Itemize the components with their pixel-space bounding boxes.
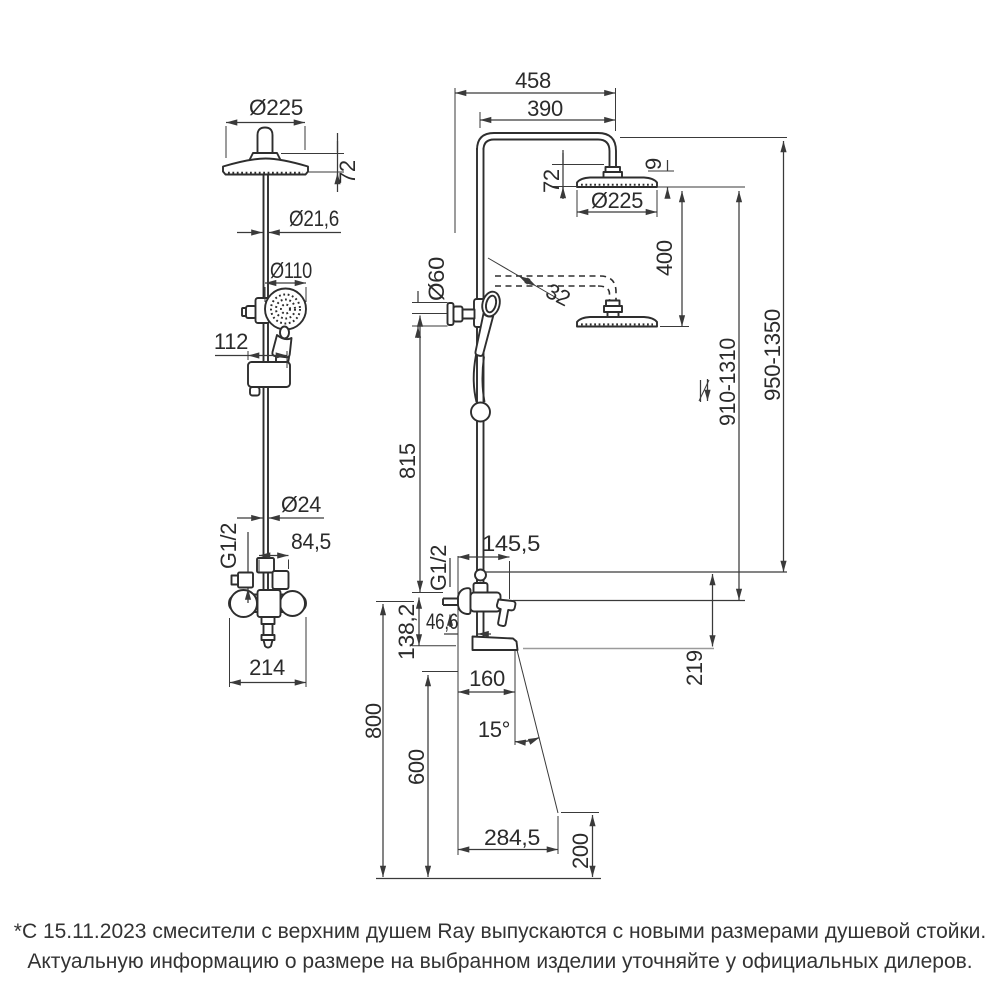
- diverter-top: [262, 617, 275, 624]
- hand-shower-button: [280, 327, 289, 339]
- dim-label-head-drop: 72: [539, 169, 564, 193]
- dim-label-handle-depth: 145,5: [482, 531, 541, 556]
- dim-label-mixer-width: 214: [249, 655, 285, 680]
- hose-ball-joint: [471, 403, 490, 422]
- dim-label-stream-drop: 200: [568, 833, 593, 869]
- dim-label-bracket-diameter: Ø60: [424, 260, 449, 301]
- dim-label-head-diameter-right: Ø225: [591, 188, 644, 213]
- diverter-stem: [264, 624, 273, 635]
- dim-label-mixer-height: 800: [361, 703, 386, 739]
- dim-label-inlet-offset-left: 84,5: [291, 529, 332, 554]
- footnote: [14, 920, 986, 973]
- diverter-tip: [264, 640, 273, 648]
- dim-label-stream-reach: 284,5: [484, 825, 541, 850]
- dim-label-head-position-travel: 400: [652, 240, 677, 276]
- spout: [473, 637, 518, 651]
- mixer-center-block: [258, 590, 281, 617]
- mixer-handle-side: [497, 600, 515, 626]
- right-view-side: [361, 68, 787, 879]
- right-view-dimensions: [361, 68, 785, 877]
- stream-angled-line: [517, 650, 558, 813]
- dim-label-head-diameter-left: Ø225: [249, 95, 304, 120]
- dim-label-head-height-range: 910-1310: [715, 335, 740, 426]
- dim-label-stream-height: 600: [404, 749, 429, 785]
- footnote-line-2: Актуальную информацию о размере на выбранном изделии уточняйте у официальных дилеров.: [27, 950, 973, 973]
- dim-label-arm-reach-total: 458: [515, 68, 551, 93]
- hand-shower-handle: [272, 335, 291, 358]
- left-escutcheon: [230, 590, 257, 617]
- tee-collar: [257, 558, 274, 573]
- valve-body-side: [471, 593, 501, 612]
- shower-hose: [474, 355, 485, 402]
- dim-label-arm-tube-diameter: 32: [541, 278, 575, 312]
- dim-label-thread-left: G1/2: [216, 522, 241, 569]
- shower-arm-inner: [484, 140, 610, 168]
- supply-stem: [443, 599, 458, 606]
- dim-label-upper-pipe-diameter: Ø21,6: [289, 206, 340, 231]
- dim-label-lower-pipe-diameter: Ø24: [281, 492, 322, 517]
- adjustability-icon: [699, 379, 709, 402]
- dim-label-thread-right: G1/2: [426, 544, 451, 591]
- holder-knob: [246, 306, 256, 318]
- wall-bracket-body: [454, 307, 463, 322]
- dim-label-bracket-to-mixer: 815: [395, 443, 420, 479]
- footnote-line-1: *С 15.11.2023 смесители с верхним душем Ray выпускаются с новыми размерами душевой стойки.: [13, 920, 987, 943]
- slider-body: [248, 362, 290, 387]
- shower-arm-outer: [477, 133, 616, 167]
- dim-label-column-height-range: 950-1350: [760, 310, 785, 401]
- right-elbow: [273, 571, 289, 589]
- dim-label-spout-plane-height: 219: [682, 650, 707, 686]
- left-view-front: [214, 95, 360, 687]
- dim-label-spout-reach: 160: [469, 666, 505, 691]
- top-cap: [258, 128, 273, 154]
- left-inlet-nipple: [232, 576, 239, 585]
- dim-label-holder-width: 112: [213, 329, 249, 354]
- dim-label-arm-reach: 390: [527, 96, 563, 121]
- wall-bracket-bar: [463, 310, 475, 319]
- dim-label-head-rim-height: 9: [641, 158, 666, 170]
- slider-hook: [250, 387, 260, 396]
- right-escutcheon: [280, 591, 305, 616]
- dim-label-spout-offset: 46,6: [426, 609, 459, 634]
- left-inlet: [238, 573, 253, 588]
- dim-label-hand-shower-diameter: Ø110: [270, 258, 313, 283]
- escutcheon-side: [458, 588, 471, 614]
- diverter-knob-side: [475, 570, 486, 581]
- dim-label-spray-angle: 15°: [477, 717, 511, 742]
- dim-label-spout-drop: 138,2: [394, 606, 419, 660]
- dim-label-head-height-left: 72: [335, 160, 360, 184]
